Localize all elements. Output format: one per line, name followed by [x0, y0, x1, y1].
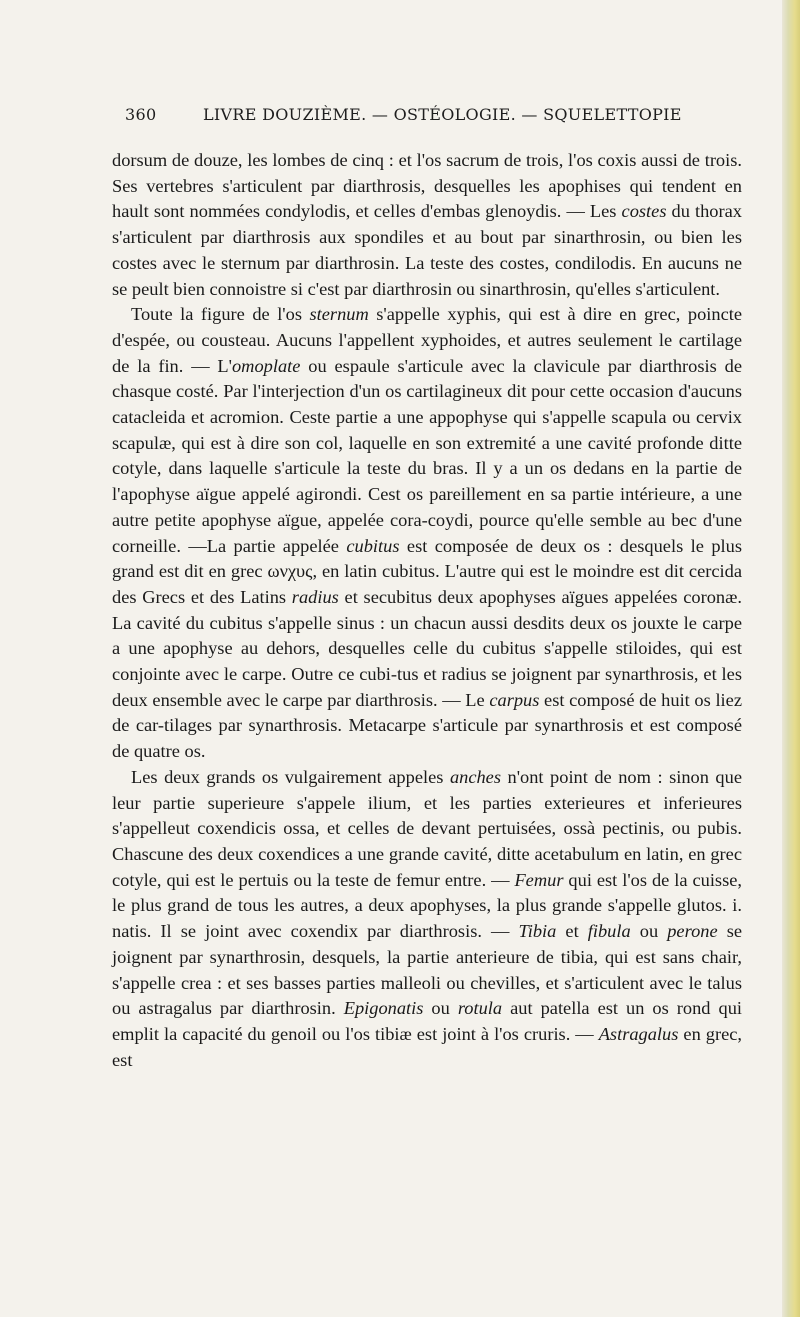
- text-run: Toute la figure de l'os: [131, 304, 310, 325]
- text-run: est composé de huit os liez de car-tilages par synarthrosis. Metacarpe s'articule par synarthrosis et est composé de quatre os.: [112, 689, 742, 762]
- italic-term: perone: [667, 921, 718, 942]
- text-run: ou: [630, 921, 668, 942]
- italic-term: Astragalus: [598, 1023, 679, 1044]
- text-run: aut patella est un os rond qui emplit la capacité du genoil ou l'os tibiæ est joint à l'os cruris. —: [112, 998, 743, 1044]
- text-run: s'appelle xyphis, qui est à dire en grec, poincte d'espée, ou cousteau. Aucuns l'appellent xyphoides, et autres seulement le cartilage de la fin. — L': [112, 304, 742, 376]
- italic-term: sternum: [309, 304, 369, 325]
- text-run: ou: [423, 998, 458, 1019]
- italic-term: Tibia: [518, 921, 557, 942]
- page-edge: [782, 0, 800, 1317]
- italic-term: fibula: [587, 921, 631, 942]
- italic-term: omoplate: [231, 355, 301, 376]
- italic-term: anches: [449, 766, 502, 787]
- italic-term: costes: [621, 201, 667, 222]
- paragraph: [112, 765, 742, 1073]
- text-run: n'ont point de nom : sinon que leur partie superieure s'appele ilium, et les parties exterieures et inferieures s'appelleut coxendicis ossa, et celles de devant pertuisées, ossà pectinis, ou pubis. Chascune des deux coxendices a une grande cavité, ditte acetabulum en latin, en grec cotyle, qui est le pertuis ou la teste de femur entre. —: [112, 766, 742, 890]
- paragraph: [112, 148, 742, 302]
- text-run: Les deux grands os vulgairement appeles: [131, 766, 450, 787]
- text-run: ou espaule s'articule avec la clavicule par diarthrosis de chasque costé. Par l'interjection d'un os cartilagineux dit pour cette occasion d'aucuns catacleida et acromion. Ceste partie a une appophyse qui s'appelle scapula ou cervix scapulæ, qui est à dire son col, laquelle en son extremité a une cavité profonde ditte cotyle, dans laquelle s'articule la teste du bras. Il y a un os dedans en la partie de l'apophyse aïgue appelé agirondi. Cest os pareillement en sa partie intérieure, a une autre petite apophyse aïgue, appelée cora-coydi, pource qu'elle semble au bec d'une corneille. —La partie appelée: [112, 355, 742, 556]
- italic-term: cubitus: [346, 535, 400, 556]
- page-number: 360: [125, 105, 157, 124]
- body-text: [112, 148, 742, 1073]
- italic-term: rotula: [457, 998, 503, 1019]
- text-run: et: [556, 921, 588, 942]
- paragraph: [112, 302, 742, 765]
- text-run: est composée de deux os : desquels le plus grand est dit en grec ωνχυς, en latin cubitus. L'autre qui est le moindre est dit cercida des Grecs et des Latins: [112, 535, 742, 607]
- italic-term: Femur: [514, 869, 564, 890]
- italic-term: radius: [291, 586, 339, 607]
- text-run: se joignent par synarthrosin, desquels, la partie anterieure de tibia, qui est sans chair, s'appelle crea : et ses basses parties malleoli ou chevilles, et s'articulent avec le talus ou astragalus par diarthrosin.: [112, 921, 743, 1019]
- italic-term: carpus: [489, 689, 540, 710]
- text-run: dorsum de douze, les lombes de cinq : et l'os sacrum de trois, l'os coxis aussi de trois. Ses vertebres s'articulent par diarthrosis, desquelles les apophises qui tendent en hault sont nommées condylodis, et celles d'embas glenoydis. — Les: [112, 150, 742, 222]
- text-run: en grec, est: [112, 1023, 742, 1070]
- text-run: qui est l'os de la cuisse, le plus grand de tous les autres, a deux apophyses, la plus grande s'appelle glutos. i. natis. Il se joint avec coxendix par diarthrosis. —: [112, 869, 742, 942]
- italic-term: Epigonatis: [343, 998, 424, 1019]
- text-run: et secubitus deux apophyses aïgues appelées coronæ. La cavité du cubitus s'appelle sinus : un chacun aussi desdits deux os jouxte le carpe a une apophyse au dehors, desquelles celle du cubitus s'appelle stiloides, qui est conjointe avec le carpe. Outre ce cubi-tus et radius se joignent par synarthrosis, et les deux ensemble avec le carpe par diarthrosis. — Le: [112, 586, 742, 710]
- running-title: LIVRE DOUZIÈME. — OSTÉOLOGIE. — SQUELETTOPIE: [203, 105, 682, 124]
- text-run: du thorax s'articulent par diarthrosis aux spondiles et au bout par sinarthrosin, ou bien les costes avec le sternum par diarthrosin. La teste des costes, condilodis. En aucuns ne se peult bien connoistre si c'est par diarthrosin ou sinarthrosin, qu'elles s'articulent.: [112, 201, 742, 299]
